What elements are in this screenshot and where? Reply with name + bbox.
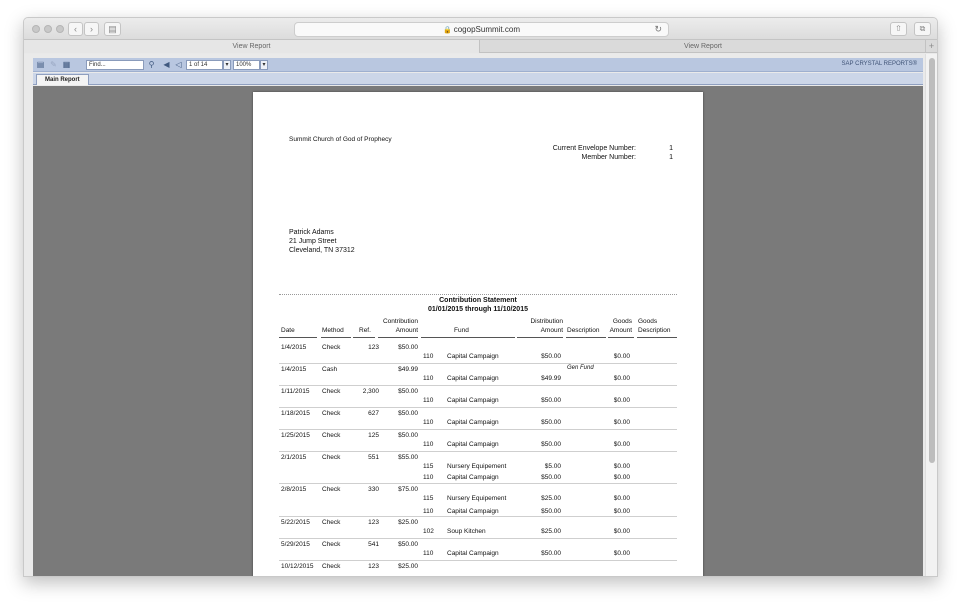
header-date: Date	[281, 327, 295, 334]
header-underline	[517, 337, 563, 338]
row-date: 1/18/2015	[281, 410, 310, 417]
line-distribution-amount: $50.00	[541, 508, 561, 515]
zoom-window-icon[interactable]	[56, 25, 64, 33]
header-underline	[637, 337, 677, 338]
tab-bar	[24, 40, 937, 53]
row-separator	[279, 560, 677, 561]
row-date: 2/1/2015	[281, 454, 307, 461]
header-description: Description	[567, 327, 600, 334]
row-contribution-amount: $50.00	[398, 410, 418, 417]
line-distribution-amount: $50.00	[541, 353, 561, 360]
reload-icon[interactable]: ↻	[654, 24, 662, 34]
page-scrollbar[interactable]	[925, 54, 937, 577]
line-fund-name: Nursery Equipement	[447, 463, 507, 470]
line-distribution-amount: $25.00	[541, 495, 561, 502]
row-date: 5/22/2015	[281, 519, 310, 526]
header-distribution-amount: Amount	[540, 327, 563, 334]
line-goods-amount: $0.00	[613, 495, 630, 502]
row-ref: 627	[368, 410, 379, 417]
line-fund-name: Capital Campaign	[447, 397, 499, 404]
url-text: cogopSummit.com	[453, 25, 520, 34]
line-goods-amount: $0.00	[613, 419, 630, 426]
row-separator	[279, 363, 677, 364]
row-method: Check	[322, 388, 341, 395]
line-distribution-amount: $50.00	[541, 441, 561, 448]
line-fund-name: Capital Campaign	[447, 419, 499, 426]
forward-button[interactable]: ›	[84, 22, 99, 36]
report-page	[253, 92, 703, 577]
row-ref: 330	[368, 486, 379, 493]
row-contribution-amount: $50.00	[398, 432, 418, 439]
line-fund-name: Nursery Equipement	[447, 495, 507, 502]
zoom-dropdown[interactable]: ▾	[260, 60, 268, 70]
header-goods: Goods	[612, 318, 632, 325]
lock-icon: 🔒	[443, 27, 452, 34]
tab-main-report[interactable]: Main Report	[36, 74, 89, 85]
line-fund-name: Capital Campaign	[447, 508, 499, 515]
line-fund-name: Capital Campaign	[447, 353, 499, 360]
header-goods-amount: Amount	[609, 327, 632, 334]
report-canvas	[33, 86, 923, 577]
title-bar	[24, 18, 937, 40]
row-method: Check	[322, 541, 341, 548]
header-goods-2: Goods	[638, 318, 658, 325]
line-distribution-amount: $49.99	[541, 375, 561, 382]
row-contribution-amount: $50.00	[398, 344, 418, 351]
report-toolbar	[33, 58, 923, 72]
browser-window	[23, 17, 938, 577]
tab-view-report-2[interactable]: View Report	[683, 43, 722, 50]
line-fund-code: 102	[423, 528, 434, 535]
header-underline	[608, 337, 634, 338]
report-viewer	[24, 54, 927, 577]
address-name: Patrick Adams	[289, 229, 334, 236]
row-contribution-amount: $50.00	[398, 541, 418, 548]
line-fund-code: 110	[423, 419, 434, 426]
row-contribution-amount: $75.00	[398, 486, 418, 493]
report-tabs	[33, 73, 923, 85]
envelope-value: 1	[669, 145, 673, 152]
line-goods-amount: $0.00	[613, 441, 630, 448]
section-divider	[279, 294, 677, 295]
line-fund-code: 110	[423, 508, 434, 515]
line-goods-amount: $0.00	[613, 463, 630, 470]
line-fund-code: 110	[423, 474, 434, 481]
line-fund-code: 110	[423, 353, 434, 360]
line-fund-code: 110	[423, 375, 434, 382]
row-ref: 123	[368, 563, 379, 570]
line-fund-code: 115	[423, 495, 434, 502]
member-label: Member Number:	[581, 154, 636, 161]
row-contribution-amount: $25.00	[398, 519, 418, 526]
statement-period: 01/01/2015 through 11/10/2015	[427, 306, 528, 313]
search-icon[interactable]: ⚲	[148, 60, 155, 69]
header-contribution-amount: Amount	[395, 327, 418, 334]
row-date: 1/25/2015	[281, 432, 310, 439]
row-method: Check	[322, 410, 341, 417]
close-window-icon[interactable]	[32, 25, 40, 33]
row-contribution-amount: $25.00	[398, 563, 418, 570]
row-separator	[279, 407, 677, 408]
address-street: 21 Jump Street	[289, 238, 337, 245]
row-ref: 123	[368, 344, 379, 351]
header-method: Method	[322, 327, 344, 334]
group-tree-icon[interactable]: ▦	[62, 60, 71, 69]
share-icon[interactable]: ⇧	[890, 22, 907, 36]
row-ref: 551	[368, 454, 379, 461]
back-button[interactable]: ‹	[68, 22, 83, 36]
line-distribution-amount: $50.00	[541, 419, 561, 426]
header-goods-description: Description	[638, 327, 671, 334]
print-icon[interactable]: ✎	[50, 60, 57, 69]
tab-view-report-1[interactable]: View Report	[24, 40, 480, 53]
header-underline	[378, 337, 418, 338]
line-goods-amount: $0.00	[613, 397, 630, 404]
export-icon[interactable]: ▤	[36, 60, 45, 69]
line-goods-amount: $0.00	[613, 550, 630, 557]
address-city: Cleveland, TN 37312	[289, 247, 355, 254]
row-separator	[279, 429, 677, 430]
line-goods-amount: $0.00	[613, 353, 630, 360]
header-distribution: Distribution	[530, 318, 563, 325]
row-method: Check	[322, 454, 341, 461]
row-contribution-amount: $50.00	[398, 388, 418, 395]
zoom-select[interactable]: 100%	[233, 60, 260, 70]
row-method: Check	[322, 432, 341, 439]
previous-page-icon[interactable]: ◁	[175, 60, 182, 69]
address-bar[interactable]	[294, 22, 669, 37]
line-distribution-amount: $50.00	[541, 397, 561, 404]
line-fund-name: Capital Campaign	[447, 375, 499, 382]
line-fund-name: Capital Campaign	[447, 550, 499, 557]
line-distribution-amount: $50.00	[541, 550, 561, 557]
header-underline	[353, 337, 375, 338]
line-goods-amount: $0.00	[613, 528, 630, 535]
row-separator	[279, 483, 677, 484]
line-goods-amount: $0.00	[613, 375, 630, 382]
statement-title: Contribution Statement	[439, 297, 517, 304]
line-goods-amount: $0.00	[613, 508, 630, 515]
church-name: Summit Church of God of Prophecy	[289, 136, 392, 143]
row-contribution-amount: $55.00	[398, 454, 418, 461]
new-tab-button[interactable]: +	[925, 40, 937, 53]
row-method: Check	[322, 519, 341, 526]
line-fund-code: 110	[423, 441, 434, 448]
row-contribution-amount: $49.99	[398, 366, 418, 373]
row-ref: 541	[368, 541, 379, 548]
row-date: 1/4/2015	[281, 366, 307, 373]
row-separator	[279, 451, 677, 452]
crystal-reports-brand: SAP CRYSTAL REPORTS®	[841, 61, 917, 67]
line-fund-code: 110	[423, 397, 434, 404]
row-date: 5/29/2015	[281, 541, 310, 548]
page-dropdown[interactable]: ▾	[223, 60, 231, 70]
row-date: 1/11/2015	[281, 388, 310, 395]
row-ref: 123	[368, 519, 379, 526]
header-underline	[566, 337, 606, 338]
line-fund-name: Capital Campaign	[447, 474, 499, 481]
header-fund: Fund	[454, 327, 469, 334]
page-number-input[interactable]: 1 of 14	[186, 60, 223, 70]
row-date: 1/4/2015	[281, 344, 307, 351]
header-underline	[321, 337, 351, 338]
header-contribution: Contribution	[382, 318, 418, 325]
header-underline	[279, 337, 317, 338]
line-distribution-amount: $25.00	[541, 528, 561, 535]
row-method: Check	[322, 486, 341, 493]
row-separator	[279, 385, 677, 386]
row-date: 2/8/2015	[281, 486, 307, 493]
row-separator	[279, 516, 677, 517]
row-separator	[279, 538, 677, 539]
find-input[interactable]: Find...	[86, 60, 144, 70]
line-fund-code: 110	[423, 550, 434, 557]
row-method: Cash	[322, 366, 338, 373]
envelope-label: Current Envelope Number:	[552, 145, 636, 152]
line-fund-name: Soup Kitchen	[447, 528, 486, 535]
row-ref: 125	[368, 432, 379, 439]
line-distribution-amount: $50.00	[541, 474, 561, 481]
sidebar-icon[interactable]: ▤	[104, 22, 121, 36]
line-goods-amount: $0.00	[613, 474, 630, 481]
row-date: 10/12/2015	[281, 563, 314, 570]
line-fund-name: Capital Campaign	[447, 441, 499, 448]
line-description: Gen Fund	[567, 365, 594, 371]
minimize-window-icon[interactable]	[44, 25, 52, 33]
row-ref: 2,300	[362, 388, 379, 395]
header-ref: Ref.	[359, 327, 371, 334]
line-distribution-amount: $5.00	[544, 463, 561, 470]
member-value: 1	[669, 154, 673, 161]
line-fund-code: 115	[423, 463, 434, 470]
row-method: Check	[322, 344, 341, 351]
scrollbar-thumb[interactable]	[929, 58, 935, 463]
row-method: Check	[322, 563, 341, 570]
tabs-overview-icon[interactable]: ⧉	[914, 22, 931, 36]
header-underline	[421, 337, 515, 338]
first-page-icon[interactable]: ◀	[163, 60, 170, 69]
